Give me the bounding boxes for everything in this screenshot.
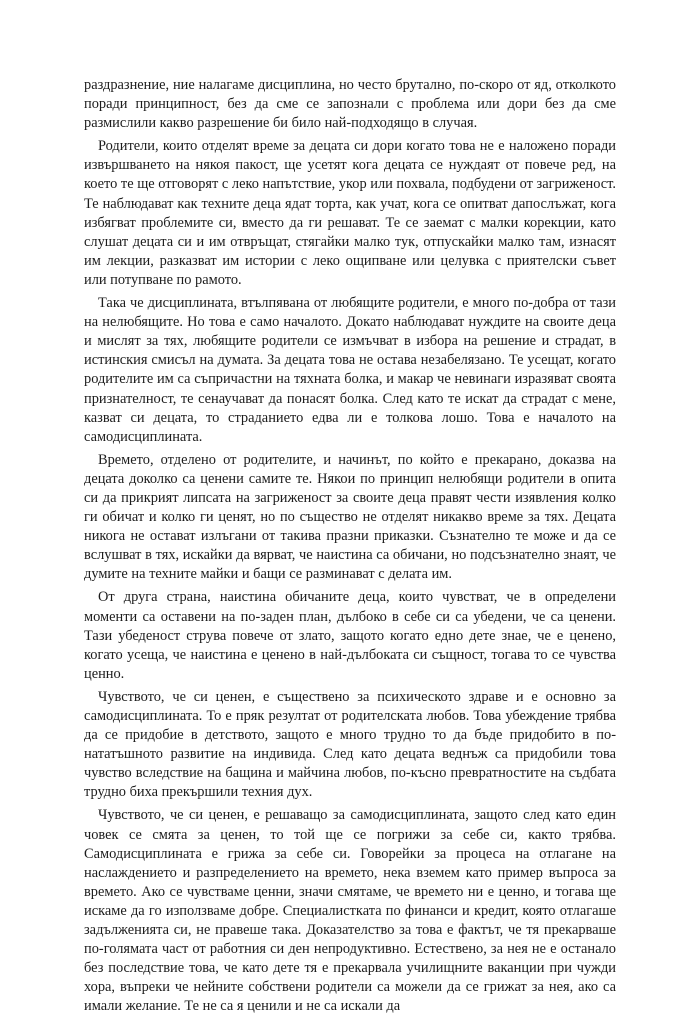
paragraph-1: раздразнение, ние налагаме дисциплина, но често брутално, по-скоро от яд, отколкото поради принципност, без да сме се запознали с проблема или дори без да сме размислили какво разрешение би било най-подходящо в случая. — [84, 77, 616, 132]
paragraph-7: Чувството, че си ценен, е решаващо за самодисциплината, защото след като един човек се смята за ценен, то той ще се погрижи за себе си, както трябва. Самодисциплината е грижа за себе си. Говорейки за процеса на отлагане на наслаждението и разпределението на времето, нека вземем като пример въпроса за времето. Ако се чувстваме ценни, значи смятаме, че времето ни е ценно, и тогава ще искаме да го използваме добре. Специалистката по финанси и кредит, която отлагаше задълженията си, не правеше така. Доказателство за това е фактът, че тя прекарваше по-голямата част от работния си ден непродуктивно. Естествено, за нея не е останало без последствие това, че като дете тя е прекарвала училищните ваканции при чужди хора, въпреки че нейните собствени родители са можели да се грижат за нея, ако са имали желание. Те не са я ценили и не са искали да — [84, 807, 616, 1015]
paragraph-6: Чувството, че си ценен, е съществено за психическото здраве и е основно за самодисциплината. То е пряк резултат от родителската любов. Това убеждение трябва да се придобие в детството, защото е много трудно то да бъде придобито в по-нататъшното развитие на индивида. След като децата веднъж са придобили това чувство вследствие на бащина и майчина любов, по-късно превратностите на съдбата трудно биха прекършили техния дух. — [84, 688, 616, 801]
document-page — [84, 76, 616, 1021]
paragraph-4: Времето, отделено от родителите, и начинът, по който е прекарано, доказва на децата доколко са ценени самите те. Някои по принцип нелюбящи родители в опита си да прикрият липсата на загриженост за своите деца правят чести изявления колко ги обичат и колко ги ценят, но по същество не отделят никакво време за тях. Децата никога не остават излъгани от такива празни приказки. Съзнателно те може и да се вслушват в тях, искайки да вярват, че наистина са обичани, но подсъзнателно знаят, че думите на техните майки и бащи се разминават с делата им. — [84, 451, 616, 583]
paragraph-5: От друга страна, наистина обичаните деца, които чувстват, че в определени моменти са оставени на по-заден план, дълбоко в себе си са убедени, че са ценени. Тази убеденост струва повече от злато, защото когато едно дете знае, че е ценено, когато усеща, че наистина е ценено в най-дълбоката си същност, тогава то се чувства ценно. — [84, 589, 616, 682]
paragraph-3: Така че дисциплината, втълпявана от любящите родители, е много по-добра от тази на нелюбящите. Но това е само началото. Докато наблюдават нуждите на своите деца и мислят за тях, любящите родители се измъчват в избора на решение и страдат, в истинския смисъл на думата. За децата това не остава незабелязано. Те усещат, когато родителите им са съпричастни на тяхната болка, и макар че невинаги изразяват своята признателност, те сенаучават да понасят болка. След като те искат да страдат с мене, казват си децата, то страданието едва ли е толкова лошо. Това е началото на самодисциплината. — [84, 295, 616, 445]
paragraph-2: Родители, които отделят време за децата си дори когато това не е наложено поради извършването на някоя пакост, ще усетят кога децата се нуждаят от повече ред, на което те ще отговорят с леко напътствие, укор или похвала, подбудени от загриженост. Те наблюдават как техните деца ядат торта, как учат, кога се опитват дапослъжат, кога избягват проблемите си, вместо да ги решават. Те се заемат с малки корекции, като слушат децата си и им отвръщат, стягайки малко тук, отпускайки малко там, изнасят им лекции, разказват им истории с леко ощипване или целувка с приятелски съвет или потупване по рамото. — [84, 138, 616, 288]
